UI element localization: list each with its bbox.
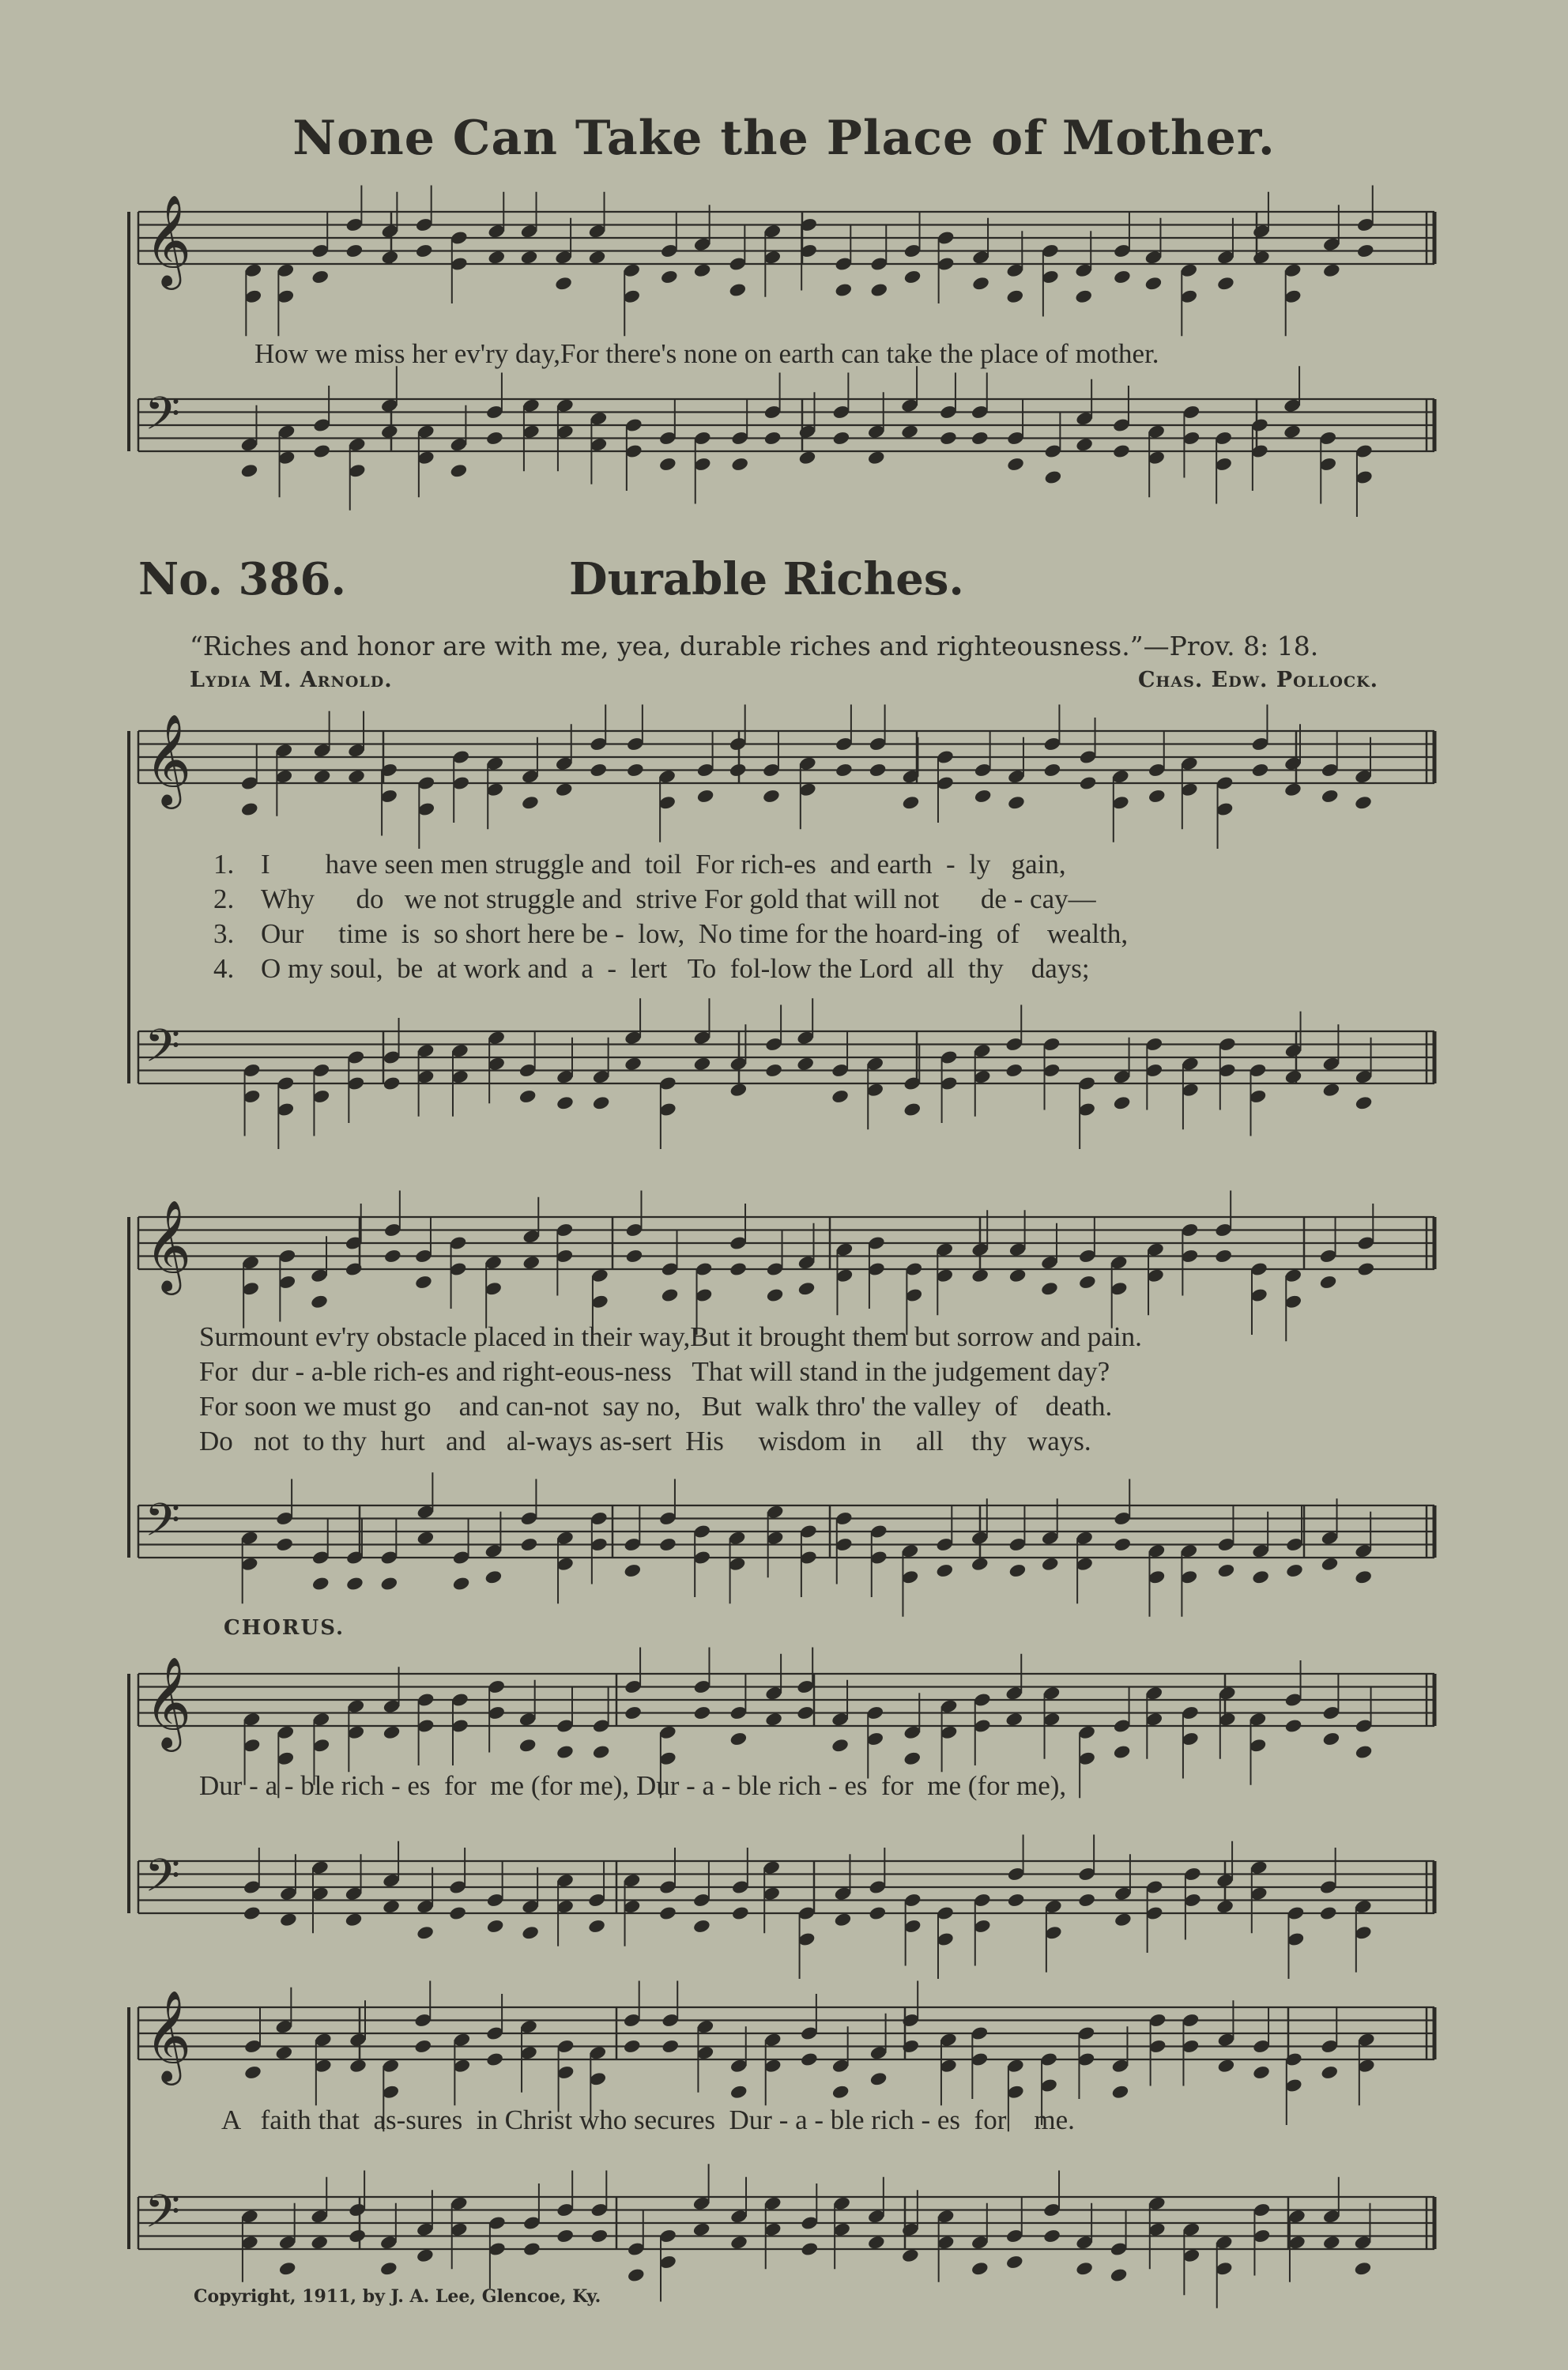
- note-head: [831, 2084, 850, 2100]
- note-head: [1356, 243, 1375, 259]
- lyricist-credit: Lydia M. Arnold.: [190, 668, 393, 692]
- note-head: [1075, 2261, 1094, 2277]
- note-head: [1214, 1249, 1233, 1264]
- note-head: [1043, 763, 1062, 778]
- note-head: [971, 431, 989, 446]
- note-head: [345, 1912, 364, 1927]
- note-head: [624, 1563, 643, 1579]
- note-head: [383, 1724, 401, 1740]
- note-head: [1079, 775, 1098, 791]
- note-head: [692, 1919, 711, 1935]
- note-head: [1113, 1095, 1132, 1111]
- note-head: [903, 1102, 922, 1117]
- note-head: [1322, 2235, 1341, 2251]
- note-head: [275, 2045, 294, 2061]
- note-head: [1007, 795, 1026, 811]
- chorus-lyric-line: Dur - a - ble rich - es for me (for me), Dur - a - ble rich - es for me (for me),: [199, 1770, 1067, 1801]
- note-head: [416, 2248, 435, 2263]
- note-head: [1284, 1069, 1303, 1085]
- note-head: [1111, 2084, 1130, 2100]
- hymn-title: Durable Riches.: [569, 553, 964, 605]
- note-head: [347, 769, 366, 785]
- note-head: [587, 1919, 606, 1935]
- note-head: [554, 276, 573, 292]
- note-head: [971, 2261, 989, 2277]
- note-head: [1004, 1063, 1023, 1079]
- note-head: [592, 1095, 611, 1111]
- note-head: [521, 1925, 540, 1941]
- note-head: [414, 1275, 433, 1291]
- note-head: [1041, 1556, 1060, 1572]
- note-head: [661, 2039, 680, 2055]
- verse-line: 1. I have seen men struggle and toil For rich-es and earth - ly gain,: [213, 849, 1066, 880]
- note-head: [831, 1738, 850, 1754]
- verse-line: Do not to thy hurt and al-ways as-sert His wisdom in all thy ways.: [199, 1426, 1091, 1456]
- note-head: [1006, 288, 1025, 304]
- note-head: [311, 1576, 330, 1592]
- verse-line: 3. Our time is so short here be - low, No time for the hoard-ing of wealth,: [213, 918, 1129, 949]
- note-head: [693, 1056, 712, 1072]
- note-head: [971, 1556, 989, 1572]
- note-head: [762, 789, 781, 804]
- note-head: [311, 269, 330, 285]
- note-head: [589, 763, 608, 778]
- note-head: [1075, 437, 1094, 453]
- note-head: [1251, 1569, 1270, 1585]
- previous-hymn-lyric: How we miss her ev'ry day,For there's none on earth can take the place of mother.: [254, 338, 1159, 369]
- note-head: [729, 1261, 748, 1277]
- note-head: [1217, 2058, 1236, 2074]
- note-head: [1113, 1537, 1132, 1553]
- note-head: [310, 1294, 329, 1309]
- treble-clef: 𝄞: [145, 1656, 192, 1748]
- note-head: [936, 1563, 955, 1579]
- note-head: [279, 1912, 298, 1927]
- note-head: [416, 1925, 435, 1941]
- note-head: [623, 2039, 642, 2055]
- note-head: [1042, 2229, 1061, 2244]
- note-head: [692, 2221, 711, 2237]
- note-head: [522, 1255, 541, 1271]
- composer-credit: Chas. Edw. Pollock.: [1137, 668, 1378, 692]
- note-head: [939, 431, 958, 446]
- note-head: [522, 2241, 541, 2257]
- note-head: [1004, 1712, 1023, 1728]
- previous-hymn-title: None Can Take the Place of Mother.: [292, 111, 1276, 166]
- hymn-number: No. 386.: [138, 553, 346, 605]
- note-head: [658, 1905, 677, 1921]
- bass-clef: 𝄢: [145, 1848, 181, 1914]
- note-head: [971, 276, 990, 292]
- note-head: [801, 2241, 820, 2257]
- note-head: [1319, 1905, 1338, 1921]
- note-head: [381, 250, 400, 266]
- note-head: [764, 1063, 783, 1079]
- note-head: [383, 1076, 401, 1091]
- note-head: [382, 1899, 401, 1915]
- note-head: [1008, 1563, 1027, 1579]
- note-head: [348, 2229, 367, 2244]
- note-head: [763, 431, 782, 446]
- note-head: [1216, 1899, 1234, 1915]
- note-head: [243, 1905, 262, 1921]
- note-head: [1251, 763, 1270, 778]
- note-head: [900, 424, 919, 439]
- note-head: [520, 250, 539, 266]
- note-head: [869, 1905, 888, 1921]
- note-head: [798, 450, 817, 465]
- note-head: [729, 1082, 748, 1098]
- note-head: [1355, 1744, 1374, 1760]
- chorus-lyric-line: A faith that as-sures in Christ who secures Dur - a - ble rich - es for me.: [221, 2104, 1075, 2135]
- note-head: [1114, 1912, 1133, 1927]
- note-head: [693, 1705, 712, 1721]
- note-head: [450, 463, 469, 479]
- treble-clef: 𝄞: [145, 194, 192, 286]
- note-head: [592, 1744, 611, 1760]
- note-head: [835, 282, 854, 298]
- note-head: [903, 269, 922, 285]
- note-head: [869, 282, 888, 298]
- note-head: [380, 424, 399, 439]
- note-head: [484, 1569, 503, 1585]
- note-head: [485, 2052, 504, 2067]
- verse-line: Surmount ev'ry obstacle placed in their way,But it brought them but sorrow and pain.: [199, 1321, 1142, 1352]
- note-head: [764, 1712, 783, 1728]
- note-head: [518, 1089, 537, 1105]
- note-head: [1007, 1893, 1026, 1908]
- treble-clef: 𝄞: [145, 713, 192, 805]
- note-head: [831, 1089, 850, 1105]
- note-head: [243, 2065, 262, 2081]
- note-head: [1283, 424, 1302, 439]
- note-head: [1252, 2065, 1271, 2081]
- note-head: [729, 763, 748, 778]
- note-head: [1283, 782, 1302, 797]
- note-head: [1284, 1718, 1303, 1734]
- note-head: [901, 2248, 920, 2263]
- note-head: [661, 1287, 680, 1303]
- note-head: [1320, 2065, 1339, 2081]
- bass-clef: 𝄢: [145, 1493, 181, 1558]
- treble-clef: 𝄞: [145, 1989, 192, 2082]
- note-head: [1148, 789, 1167, 804]
- note-head: [1355, 1095, 1374, 1111]
- copyright-notice: Copyright, 1911, by J. A. Lee, Glencoe, Ky.: [194, 2286, 601, 2307]
- note-head: [834, 1912, 853, 1927]
- note-head: [1112, 443, 1131, 459]
- note-head: [729, 282, 748, 298]
- note-head: [1040, 1281, 1059, 1297]
- note-head: [867, 2235, 886, 2251]
- note-head: [869, 2071, 888, 2087]
- note-head: [796, 1705, 815, 1721]
- note-head: [1144, 276, 1163, 292]
- note-head: [867, 450, 886, 465]
- note-head: [275, 1537, 294, 1553]
- note-head: [590, 2229, 609, 2244]
- note-head: [624, 1056, 643, 1072]
- note-head: [1008, 1268, 1027, 1283]
- note-head: [1322, 1731, 1341, 1747]
- note-head: [1113, 1744, 1132, 1760]
- note-head: [796, 1056, 815, 1072]
- note-head: [520, 1537, 539, 1553]
- note-head: [588, 250, 607, 266]
- note-head: [310, 2235, 329, 2251]
- note-head: [1006, 457, 1025, 473]
- note-head: [1285, 1563, 1304, 1579]
- note-head: [313, 769, 332, 785]
- note-head: [518, 1738, 537, 1754]
- note-head: [379, 2261, 398, 2277]
- bass-clef: 𝄢: [145, 1019, 181, 1084]
- note-head: [971, 1268, 989, 1283]
- note-head: [729, 2084, 748, 2100]
- verse-line: 4. O my soul, be at work and a - lert To fol-low the Lord all thy days;: [213, 953, 1090, 984]
- note-head: [415, 243, 434, 259]
- note-head: [486, 1919, 505, 1935]
- note-head: [832, 431, 851, 446]
- note-head: [278, 2261, 297, 2277]
- note-head: [835, 763, 854, 778]
- note-head: [1319, 1275, 1338, 1291]
- note-head: [1077, 1893, 1096, 1908]
- note-head: [729, 1731, 748, 1747]
- note-head: [555, 782, 574, 797]
- treble-clef: 𝄞: [145, 1199, 192, 1291]
- note-head: [696, 789, 715, 804]
- note-head: [240, 801, 259, 817]
- note-head: [345, 1576, 364, 1592]
- note-head: [240, 463, 259, 479]
- note-head: [974, 789, 993, 804]
- note-head: [766, 1287, 785, 1303]
- note-head: [1322, 1082, 1341, 1098]
- note-head: [693, 262, 712, 278]
- note-head: [312, 443, 331, 459]
- note-head: [1110, 2267, 1129, 2283]
- note-head: [413, 2039, 432, 2055]
- note-head: [487, 250, 506, 266]
- note-head: [485, 431, 504, 446]
- note-head: [1354, 795, 1373, 811]
- note-head: [902, 795, 921, 811]
- verse-line: 2. Why do we not struggle and strive For gold that will not de - cay—: [213, 884, 1096, 914]
- note-head: [730, 457, 749, 473]
- note-head: [729, 2235, 748, 2251]
- note-head: [1321, 789, 1340, 804]
- note-head: [345, 243, 364, 259]
- note-head: [1113, 269, 1132, 285]
- note-head: [1005, 2255, 1024, 2270]
- note-head: [1321, 1556, 1340, 1572]
- note-head: [448, 1905, 467, 1921]
- note-head: [625, 1249, 644, 1264]
- note-head: [1354, 1569, 1373, 1585]
- bass-clef: 𝄢: [145, 386, 181, 452]
- note-head: [626, 763, 645, 778]
- chorus-label: CHORUS.: [224, 1616, 345, 1640]
- note-head: [1216, 276, 1235, 292]
- note-head: [624, 1705, 643, 1721]
- note-head: [797, 1281, 816, 1297]
- note-head: [658, 457, 677, 473]
- note-head: [658, 1537, 677, 1553]
- note-head: [1217, 1563, 1236, 1579]
- note-head: [556, 2229, 575, 2244]
- note-head: [416, 1530, 435, 1546]
- scripture-quote: “Riches and honor are with me, yea, durable riches and righteousness.”—Prov. 8: 18.: [190, 631, 1319, 661]
- verse-line: For soon we must go and can-not say no, But walk thro' the valley of death.: [199, 1391, 1113, 1422]
- note-head: [380, 1576, 399, 1592]
- note-head: [1074, 288, 1093, 304]
- note-head: [1078, 1275, 1097, 1291]
- note-head: [660, 269, 679, 285]
- note-head: [383, 1249, 402, 1264]
- note-head: [1044, 469, 1063, 485]
- note-head: [1322, 262, 1341, 278]
- note-head: [1252, 250, 1271, 266]
- note-head: [800, 2052, 819, 2067]
- note-head: [521, 795, 540, 811]
- note-head: [731, 1905, 750, 1921]
- note-head: [627, 2267, 646, 2283]
- bass-clef: 𝄢: [145, 2184, 181, 2250]
- note-head: [1354, 2261, 1373, 2277]
- note-head: [556, 1744, 575, 1760]
- note-head: [1357, 1261, 1376, 1277]
- note-head: [349, 2058, 368, 2074]
- note-head: [556, 1095, 575, 1111]
- note-head: [452, 1576, 471, 1592]
- note-head: [869, 763, 888, 778]
- note-head: [903, 1750, 922, 1766]
- verse-line: For dur - a-ble rich-es and right-eous-ness That will stand in the judgement day?: [199, 1356, 1110, 1387]
